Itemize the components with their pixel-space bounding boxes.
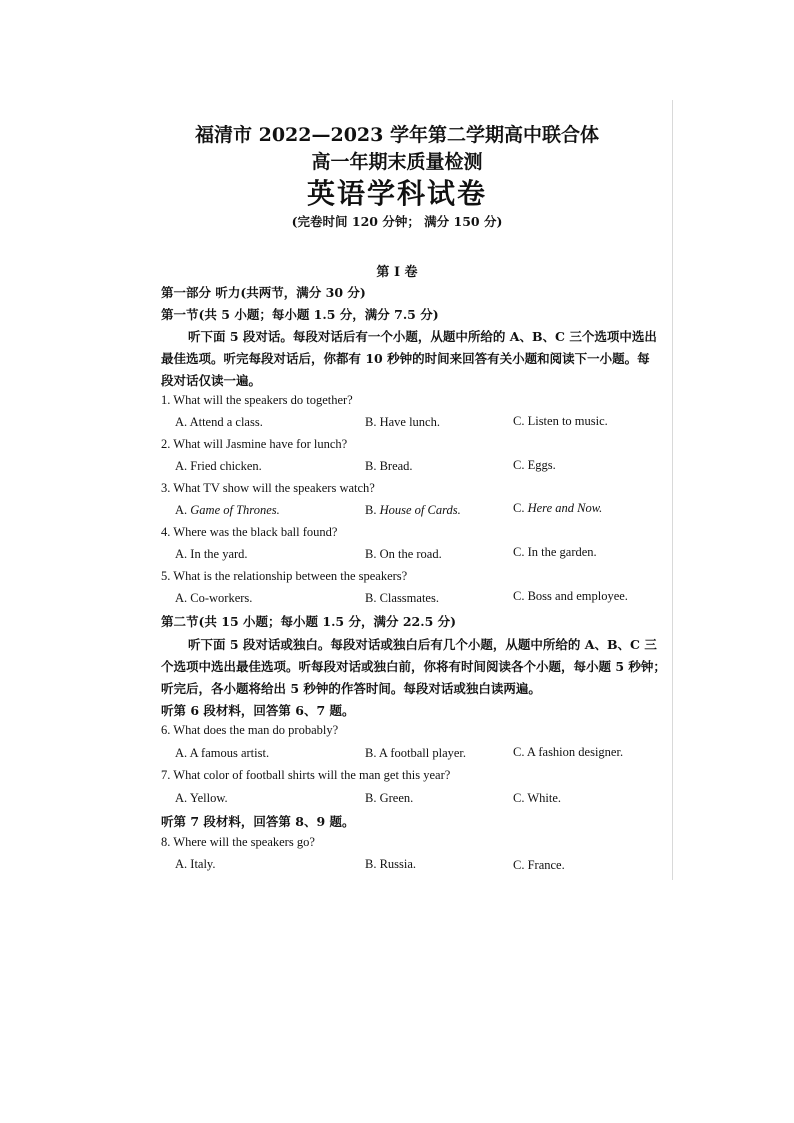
exam-title-school: 福清市 2022—2023 学年第二学期高中联合体 <box>195 124 599 146</box>
option-letter: A. <box>175 503 191 517</box>
section2-instruction: 听下面 5 段对话或独白。每段对话或独白后有几个小题，从题中所给的 A、B、C 三 <box>188 637 657 652</box>
option-c: C. A fashion designer. <box>513 745 624 759</box>
option-b: B. Have lunch. <box>365 415 440 429</box>
material-6-instruction: 听第 6 段材料，回答第 6、7 题。 <box>161 703 355 718</box>
option-a: A. Yellow. <box>175 791 228 805</box>
tv-show-title: Game of Thrones. <box>190 503 280 517</box>
tv-show-title: House of Cards. <box>379 503 461 517</box>
question-stem: 6. What does the man do probably? <box>161 723 339 737</box>
section2-instruction: 个选项中选出最佳选项。听每段对话或独白前，你将有时间阅读各个小题，每小题 5 秒钟； <box>161 659 666 674</box>
option-b: B. Russia. <box>365 857 417 871</box>
question-stem: 8. Where will the speakers go? <box>161 835 315 849</box>
option-b: B. A football player. <box>365 746 467 760</box>
option-b: B. Bread. <box>365 459 413 473</box>
volume-title: 第 I 卷 <box>376 265 418 280</box>
option-letter: B. <box>365 503 380 517</box>
exam-title-grade: 高一年期末质量检测 <box>311 151 483 173</box>
part1-title: 第一部分 听力(共两节，满分 30 分) <box>161 285 366 300</box>
question-stem: 2. What will Jasmine have for lunch? <box>161 437 348 451</box>
question-stem: 7. What color of football shirts will the man get this year? <box>161 768 451 782</box>
question-stem: 4. Where was the black ball found? <box>161 525 338 539</box>
exam-title-subject: 英语学科试卷 <box>306 177 487 210</box>
section1-title: 第一节(共 5 小题；每小题 1.5 分，满分 7.5 分) <box>161 307 439 322</box>
option-b <box>365 503 461 518</box>
option-c: C. Eggs. <box>513 458 556 472</box>
section1-instruction: 段对话仅读一遍。 <box>161 373 262 388</box>
section1-instruction: 最佳选项。听完每段对话后，你都有 10 秒钟的时间来回答有关小题和阅读下一小题。每 <box>161 351 650 366</box>
option-b: B. Green. <box>365 791 414 805</box>
question-stem: 3. What TV show will the speakers watch? <box>161 481 375 495</box>
option-a: A. Fried chicken. <box>175 459 262 473</box>
option-a: A. Attend a class. <box>175 415 263 429</box>
option-a: A. Co-workers. <box>175 591 253 605</box>
option-a: A. In the yard. <box>175 547 248 561</box>
question-stem: 5. What is the relationship between the speakers? <box>161 569 408 583</box>
option-c: C. White. <box>513 791 562 805</box>
tv-show-title: Here and Now. <box>527 501 603 515</box>
option-letter: C. <box>513 501 528 515</box>
section2-instruction: 听完后，各小题将给出 5 秒钟的作答时间。每段对话或独白读两遍。 <box>161 681 541 696</box>
option-c: C. Boss and employee. <box>513 589 628 603</box>
section2-title: 第二节(共 15 小题；每小题 1.5 分，满分 22.5 分) <box>161 614 457 629</box>
option-c <box>513 501 602 516</box>
option-c: C. Listen to music. <box>513 414 608 428</box>
option-c: C. France. <box>513 858 565 872</box>
option-b: B. Classmates. <box>365 591 439 605</box>
option-a: A. A famous artist. <box>175 746 270 760</box>
option-c: C. In the garden. <box>513 545 597 559</box>
option-b: B. On the road. <box>365 547 442 561</box>
exam-time-score: (完卷时间 120 分钟； 满分 150 分) <box>291 214 503 229</box>
section1-instruction: 听下面 5 段对话。每段对话后有一个小题，从题中所给的 A、B、C 三个选项中选出 <box>188 329 657 344</box>
question-stem: 1. What will the speakers do together? <box>161 393 353 407</box>
option-a <box>175 503 280 518</box>
material-7-instruction: 听第 7 段材料，回答第 8、9 题。 <box>161 814 355 829</box>
option-a: A. Italy. <box>175 857 216 871</box>
